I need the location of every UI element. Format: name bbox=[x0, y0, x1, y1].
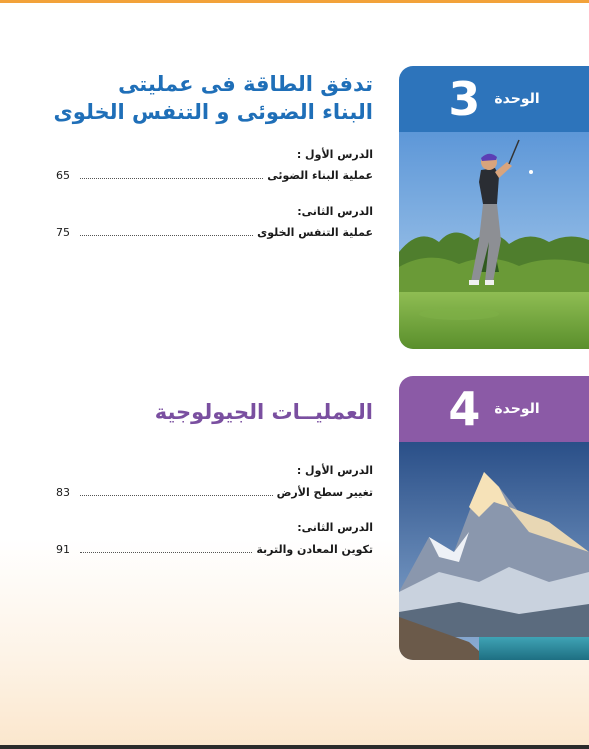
bottom-rule bbox=[0, 745, 589, 749]
top-rule bbox=[0, 0, 589, 3]
leader-dots bbox=[80, 495, 273, 496]
unit-3-label: الوحدة bbox=[494, 91, 540, 107]
unit-4-lesson-2-entry[interactable] bbox=[56, 540, 373, 556]
unit-4-title-line-1: العمليــات الجيولوجية bbox=[154, 400, 373, 424]
unit-3-lesson-2-entry[interactable] bbox=[56, 223, 373, 239]
unit-3-lesson-2-title: عملية التنفس الخلوى bbox=[257, 226, 373, 239]
leader-dots bbox=[80, 235, 253, 236]
mountain-photo bbox=[399, 442, 589, 660]
unit-3-title-line-1: تدفق الطاقة فى عمليتى bbox=[118, 72, 373, 96]
unit-3-lesson-1-heading: الدرس الأول : bbox=[296, 148, 373, 161]
unit-3-number: 3 bbox=[448, 72, 481, 126]
unit-3-lesson-1-title: عملية البناء الضوئى bbox=[267, 169, 373, 182]
unit-4-label: الوحدة bbox=[494, 401, 540, 417]
unit-4-card bbox=[399, 376, 589, 660]
unit-4-band bbox=[399, 376, 589, 442]
unit-3-lesson-2-page: 75 bbox=[56, 226, 70, 239]
unit-4-lesson-1-title: تغيير سطح الأرض bbox=[276, 486, 373, 499]
unit-3-lesson-1-entry[interactable] bbox=[56, 166, 373, 182]
unit-4-lesson-1-entry[interactable] bbox=[56, 483, 373, 499]
unit-3-lesson-2-heading: الدرس الثانى: bbox=[297, 205, 373, 218]
unit-4-lesson-2-title: تكوين المعادن والتربة bbox=[256, 543, 373, 556]
unit-4-title bbox=[155, 398, 373, 426]
unit-3-title bbox=[54, 70, 373, 126]
golfer-photo bbox=[399, 132, 589, 349]
unit-4-lesson-2-heading: الدرس الثانى: bbox=[297, 521, 373, 534]
leader-dots bbox=[80, 552, 252, 553]
unit-4-lesson-1-page: 83 bbox=[56, 486, 70, 499]
unit-4-lesson-2-page: 91 bbox=[56, 543, 70, 556]
unit-3-band bbox=[399, 66, 589, 132]
unit-4-lesson-1-heading: الدرس الأول : bbox=[296, 464, 373, 477]
leader-dots bbox=[80, 178, 263, 179]
unit-3-lesson-1-page: 65 bbox=[56, 169, 70, 182]
unit-3-card bbox=[399, 66, 589, 349]
unit-3-title-line-2: البناء الضوئى و التنفس الخلوى bbox=[53, 100, 373, 124]
unit-4-number: 4 bbox=[448, 382, 481, 436]
